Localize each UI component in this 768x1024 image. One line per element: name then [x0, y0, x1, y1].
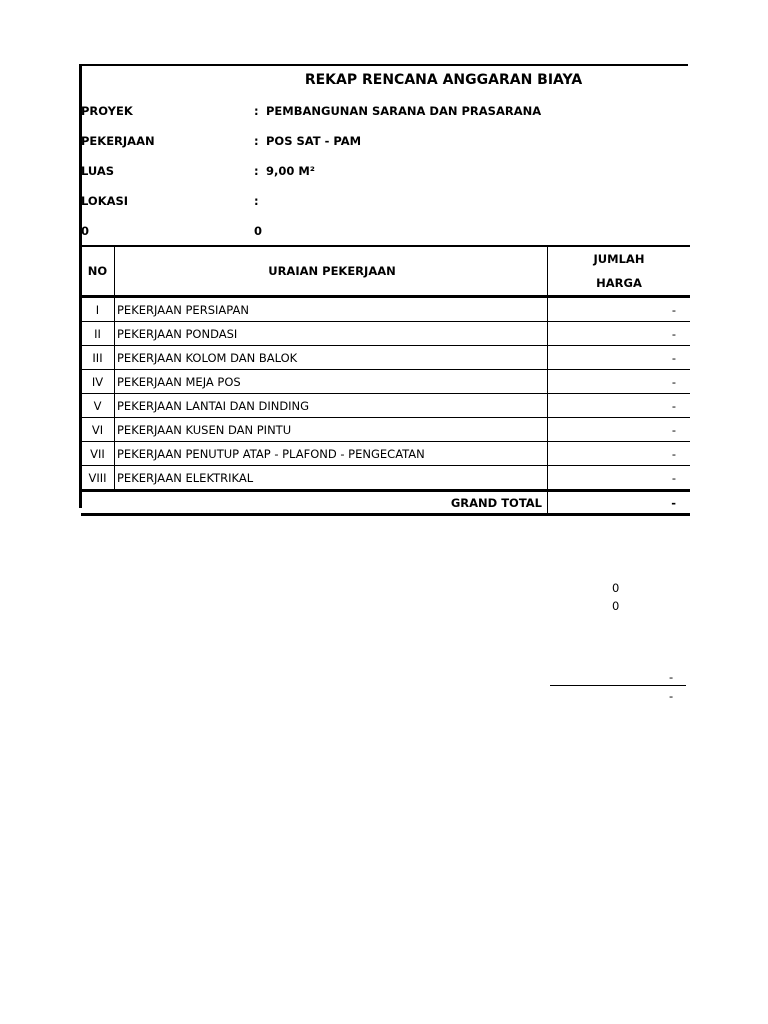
row-number: VI [81, 418, 115, 442]
row-number: VII [81, 442, 115, 466]
meta-value: PEMBANGUNAN SARANA DAN PRASARANA [266, 104, 542, 118]
header-amount-line1: JUMLAH [593, 252, 645, 266]
table-row [81, 297, 690, 322]
row-description: PEKERJAAN ELEKTRIKAL [115, 466, 548, 491]
table-header-row [81, 246, 690, 297]
row-amount: - [548, 297, 691, 322]
meta-separator: : [254, 104, 259, 118]
extra-underline [550, 685, 686, 686]
row-description: PEKERJAAN PENUTUP ATAP - PLAFOND - PENGECATAN [115, 442, 548, 466]
row-amount: - [548, 322, 691, 346]
meta-value: POS SAT - PAM [266, 134, 362, 148]
row-number: IV [81, 370, 115, 394]
header-description: URAIAN PEKERJAAN [115, 246, 548, 297]
row-amount: - [548, 370, 691, 394]
extra-value-dash-2: - [669, 689, 674, 703]
header-amount-line2: HARGA [596, 276, 642, 290]
row-amount: - [548, 346, 691, 370]
meta-separator: : [254, 194, 259, 208]
grand-total-row [81, 491, 690, 515]
document-title: REKAP RENCANA ANGGARAN BIAYA [304, 72, 583, 88]
row-number: VIII [81, 466, 115, 491]
row-number: II [81, 322, 115, 346]
row-description: PEKERJAAN PONDASI [115, 322, 548, 346]
table-row [81, 394, 690, 418]
row-description: PEKERJAAN LANTAI DAN DINDING [115, 394, 548, 418]
extra-value-zero-2: 0 [612, 599, 620, 613]
meta-key: PEKERJAAN [81, 134, 155, 148]
row-description: PEKERJAAN KUSEN DAN PINTU [115, 418, 548, 442]
meta-key: 0 [81, 224, 90, 238]
meta-key: LUAS [81, 164, 115, 178]
row-amount: - [548, 442, 691, 466]
table-row [81, 322, 690, 346]
row-description: PEKERJAAN MEJA POS [115, 370, 548, 394]
grand-total-amount: - [548, 491, 691, 515]
meta-separator: : [254, 134, 259, 148]
extra-value-zero-1: 0 [612, 581, 620, 595]
table-row [81, 418, 690, 442]
meta-key: LOKASI [81, 194, 129, 208]
row-amount: - [548, 466, 691, 491]
row-description: PEKERJAAN PERSIAPAN [115, 297, 548, 322]
row-number: I [81, 297, 115, 322]
row-description: PEKERJAAN KOLOM DAN BALOK [115, 346, 548, 370]
meta-value: 9,00 M² [266, 164, 315, 178]
extra-value-dash-1: - [669, 670, 674, 684]
row-amount: - [548, 418, 691, 442]
row-number: V [81, 394, 115, 418]
budget-table [81, 245, 690, 516]
meta-key: PROYEK [81, 104, 133, 118]
meta-separator: : [254, 164, 259, 178]
row-amount: - [548, 394, 691, 418]
header-no: NO [81, 246, 115, 297]
grand-total-label: GRAND TOTAL [81, 491, 548, 515]
table-row [81, 466, 690, 491]
table-row [81, 370, 690, 394]
top-border [79, 64, 688, 66]
row-number: III [81, 346, 115, 370]
table-row [81, 346, 690, 370]
meta-separator: 0 [254, 224, 263, 238]
header-amount [548, 246, 691, 297]
table-row [81, 442, 690, 466]
